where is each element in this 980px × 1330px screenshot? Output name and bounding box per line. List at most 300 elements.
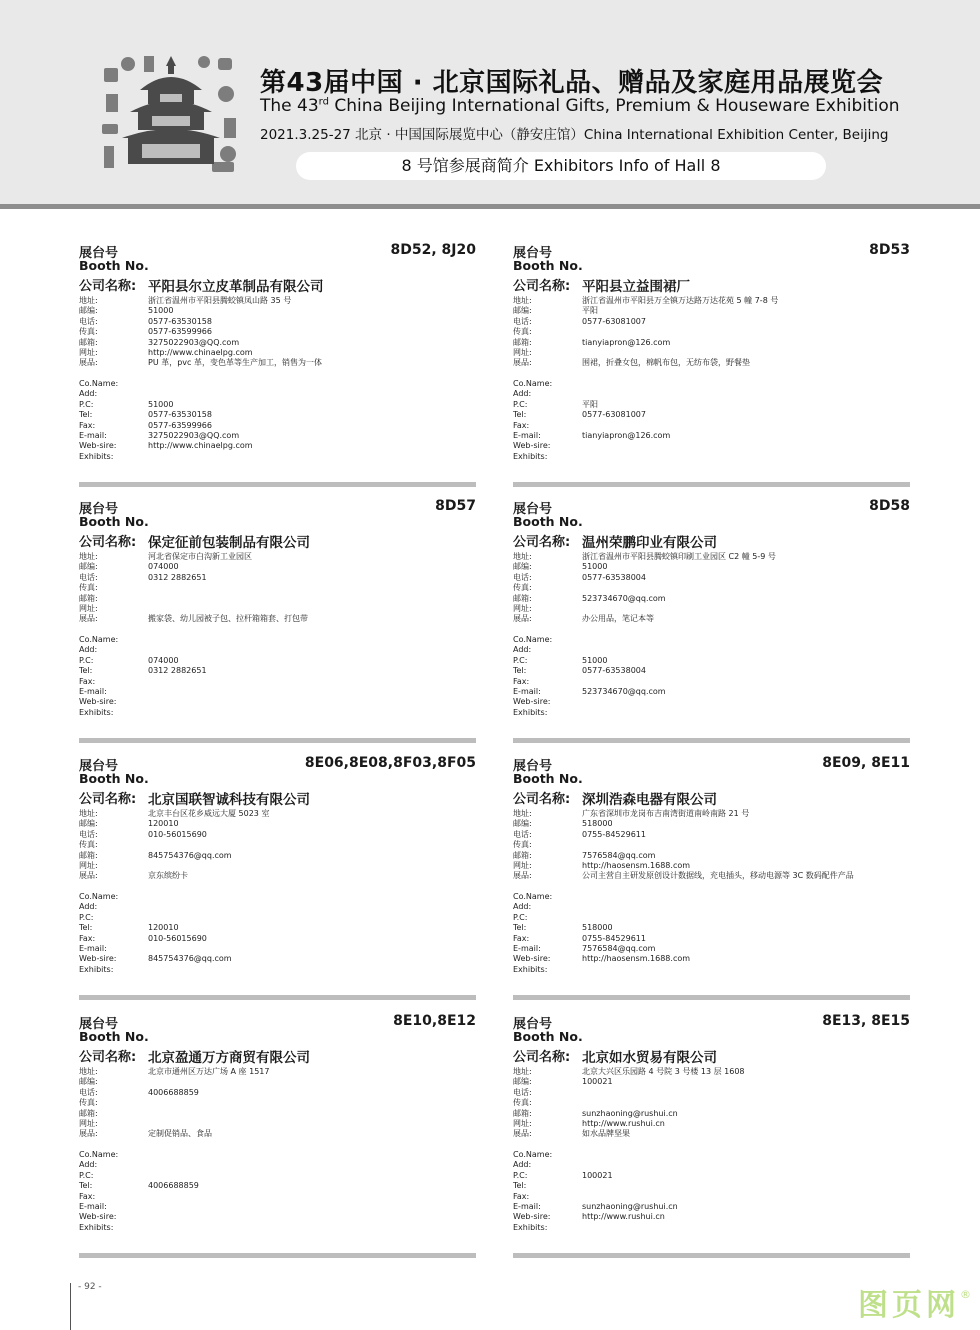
field-value: 搬家袋、幼儿园被子包、拉杆箱箱套、打包带 (148, 614, 308, 624)
field-value: 0577-63538004 (582, 666, 646, 676)
field-label: Co.Name: (513, 892, 553, 901)
info-row (79, 809, 476, 819)
field-label: Web-sire: (513, 697, 551, 707)
field-value: PU 革，pvc 革，变色革等生产加工，销售为一体 (148, 358, 322, 368)
field-label: Co.Name: (79, 379, 119, 388)
field-value: 3275022903@QQ.com (148, 337, 240, 347)
field-label: 展品: (79, 614, 98, 624)
field-value: 4006688859 (148, 1087, 199, 1097)
field-value: 浙江省温州市平阳县腾蛟镇凤山路 35 号 (148, 296, 292, 305)
info-row (513, 1181, 910, 1191)
info-row (79, 892, 476, 902)
exhibitor-card (79, 755, 476, 1000)
field-label: 传真: (513, 840, 532, 850)
contact-info-en (513, 892, 910, 975)
field-label: Web-sire: (513, 1212, 551, 1222)
info-row (513, 1223, 910, 1233)
contact-info-en (79, 892, 476, 975)
field-label: 网址: (513, 1118, 532, 1128)
info-row (79, 1212, 476, 1222)
contact-info-cn (79, 1067, 476, 1140)
info-row (79, 452, 476, 462)
field-value: 120010 (148, 923, 179, 933)
field-value: 京东缤纷卡 (148, 871, 188, 881)
field-label: Tel: (79, 923, 93, 933)
info-row (513, 677, 910, 687)
company-label: 公司名称: (79, 792, 137, 807)
field-label: Co.Name: (79, 1150, 119, 1159)
field-label: Add: (79, 1160, 98, 1170)
info-row (79, 1202, 476, 1212)
info-row (513, 913, 910, 923)
field-value: 845754376@qq.com (148, 954, 232, 964)
info-row (79, 421, 476, 431)
info-row (513, 635, 910, 645)
info-row (79, 1129, 476, 1139)
info-row (513, 296, 910, 306)
info-row (513, 1150, 910, 1160)
field-value: 51000 (582, 655, 608, 665)
info-row (513, 358, 910, 368)
info-row (79, 573, 476, 583)
field-label: Tel: (79, 1181, 93, 1191)
field-label: Exhibits: (513, 1222, 548, 1232)
info-row (79, 327, 476, 337)
field-label: 邮编: (79, 562, 98, 572)
field-value: sunzhaoning@rushui.cn (582, 1108, 678, 1118)
field-label: 邮箱: (513, 593, 532, 603)
info-row (513, 1088, 910, 1098)
info-row (79, 562, 476, 572)
info-row (79, 934, 476, 944)
field-label: P.C: (513, 655, 528, 665)
info-row (79, 1192, 476, 1202)
field-label: 网址: (79, 860, 98, 870)
info-row (513, 840, 910, 850)
info-row (513, 421, 910, 431)
info-row (513, 819, 910, 829)
field-label: 网址: (79, 347, 98, 357)
info-row (513, 1098, 910, 1108)
contact-info-en (513, 635, 910, 718)
field-label: Exhibits: (79, 964, 114, 974)
info-row (79, 923, 476, 933)
info-row (79, 317, 476, 327)
field-label: 展品: (79, 871, 98, 881)
card-divider (513, 1253, 910, 1258)
field-label: E-mail: (79, 1201, 107, 1211)
info-row (79, 441, 476, 451)
card-divider (79, 482, 476, 487)
info-row (513, 934, 910, 944)
exhibition-title-en: The 43rd China Beijing International Gifts, Premium & Houseware Exhibition (260, 96, 900, 116)
info-row (79, 389, 476, 399)
info-row (79, 358, 476, 368)
info-row (513, 1171, 910, 1181)
field-label: 邮箱: (79, 850, 98, 860)
field-value: http://www.chinaelpg.com (148, 347, 253, 357)
field-value: 518000 (582, 819, 613, 829)
field-label: P.C: (513, 1170, 528, 1180)
booth-number: 8D52, 8J20 (390, 242, 476, 258)
info-row (79, 902, 476, 912)
page-header (0, 0, 980, 204)
info-row (513, 338, 910, 348)
field-value: 0577-63599966 (148, 327, 212, 337)
field-label: 电话: (79, 572, 98, 582)
field-label: Exhibits: (513, 451, 548, 461)
field-label: 网址: (79, 603, 98, 613)
field-label: 网址: (513, 860, 532, 870)
field-label: Web-sire: (79, 697, 117, 707)
field-label: 邮编: (513, 819, 532, 829)
info-row (79, 1088, 476, 1098)
field-value: 0577-63081007 (582, 316, 646, 326)
booth-label-en: Booth No. (513, 514, 583, 529)
company-label: 公司名称: (513, 279, 571, 294)
field-label: Tel: (79, 410, 93, 420)
field-value: http://www.rushui.cn (582, 1212, 665, 1222)
info-row (79, 1067, 476, 1077)
booth-label-cn: 展台号 (79, 1017, 119, 1032)
booth-number: 8E13, 8E15 (822, 1013, 910, 1029)
card-divider (513, 995, 910, 1000)
company-label: 公司名称: (79, 1050, 137, 1065)
field-label: E-mail: (513, 430, 541, 440)
exhibitor-card (513, 242, 910, 487)
info-row (79, 594, 476, 604)
booth-label-en: Booth No. (513, 258, 583, 273)
field-label: Exhibits: (79, 451, 114, 461)
field-label: Web-sire: (513, 954, 551, 964)
contact-info-cn (513, 1067, 910, 1140)
field-value: 北京丰台区花乡威远大厦 5023 室 (148, 809, 270, 818)
info-row (79, 635, 476, 645)
field-label: Fax: (513, 933, 530, 943)
field-value: 办公用品，笔记本等 (582, 614, 654, 624)
booth-label-en: Booth No. (79, 1029, 149, 1044)
info-row (79, 348, 476, 358)
field-label: 邮编: (79, 1077, 98, 1087)
info-row (513, 871, 910, 881)
contact-info-en (513, 379, 910, 462)
info-row (79, 1150, 476, 1160)
company-name: 北京国联智诚科技有限公司 (148, 792, 310, 808)
exhibition-logo (100, 50, 242, 176)
info-row (79, 614, 476, 624)
info-row (79, 944, 476, 954)
exhibitor-card (513, 498, 910, 743)
field-label: Exhibits: (79, 1222, 114, 1232)
info-row (513, 441, 910, 451)
field-value: 51000 (582, 562, 608, 572)
field-label: 电话: (513, 1087, 532, 1097)
exhibitor-card (79, 1013, 476, 1258)
field-label: 邮箱: (513, 1108, 532, 1118)
info-row (79, 338, 476, 348)
info-row (513, 944, 910, 954)
field-label: 展品: (513, 1129, 532, 1139)
info-row (513, 1160, 910, 1170)
field-label: Add: (513, 389, 532, 399)
info-row (513, 1067, 910, 1077)
company-label: 公司名称: (513, 535, 571, 550)
info-row (513, 604, 910, 614)
info-row (79, 379, 476, 389)
info-row (79, 666, 476, 676)
field-label: 邮箱: (79, 1108, 98, 1118)
card-divider (79, 995, 476, 1000)
field-value: 公司主营自主研发原创设计数据线，充电插头，移动电源等 3C 数码配件产品 (582, 871, 854, 881)
field-label: E-mail: (513, 686, 541, 696)
booth-label-cn: 展台号 (513, 759, 553, 774)
field-label: E-mail: (79, 943, 107, 953)
booth-label-en: Booth No. (79, 514, 149, 529)
info-row (79, 965, 476, 975)
field-label: 传真: (79, 327, 98, 337)
info-row (513, 1212, 910, 1222)
field-label: E-mail: (79, 430, 107, 440)
booth-number: 8E06,8E08,8F03,8F05 (304, 755, 476, 771)
field-label: E-mail: (513, 943, 541, 953)
field-label: Fax: (79, 420, 96, 430)
company-name: 北京盈通万方商贸有限公司 (148, 1050, 310, 1066)
field-label: 网址: (513, 603, 532, 613)
field-value: 定制促销品、食品 (148, 1129, 212, 1139)
info-row (79, 697, 476, 707)
field-value: 北京市通州区万达广场 A 座 1517 (148, 1067, 270, 1076)
info-row (513, 452, 910, 462)
company-name: 平阳县尔立皮革制品有限公司 (148, 279, 324, 295)
field-label: Co.Name: (513, 379, 553, 388)
field-label: 传真: (79, 583, 98, 593)
booth-label-en: Booth No. (79, 771, 149, 786)
info-row (79, 1160, 476, 1170)
info-row (513, 1109, 910, 1119)
field-label: 电话: (513, 829, 532, 839)
company-name: 北京如水贸易有限公司 (582, 1050, 717, 1066)
field-label: 电话: (79, 829, 98, 839)
booth-label-cn: 展台号 (513, 1017, 553, 1032)
contact-info-en (513, 1150, 910, 1233)
field-label: Fax: (79, 1191, 96, 1201)
field-label: Web-sire: (79, 954, 117, 964)
company-name: 深圳浩森电器有限公司 (582, 792, 717, 808)
info-row (513, 687, 910, 697)
field-value: 0755-84529611 (582, 829, 646, 839)
field-label: Fax: (513, 1191, 530, 1201)
contact-info-cn (79, 809, 476, 882)
info-row (513, 954, 910, 964)
field-label: E-mail: (79, 686, 107, 696)
field-value: 0577-63081007 (582, 410, 646, 420)
field-label: 地址: (79, 296, 98, 305)
info-row (513, 410, 910, 420)
info-row (79, 1077, 476, 1087)
field-value: 3275022903@QQ.com (148, 430, 240, 440)
field-value: 平阳 (582, 306, 598, 316)
field-label: 地址: (513, 552, 532, 561)
field-label: P.C: (513, 399, 528, 409)
card-divider (513, 738, 910, 743)
field-value: 平阳 (582, 399, 598, 409)
exhibitor-card (513, 755, 910, 1000)
booth-label-en: Booth No. (513, 771, 583, 786)
field-label: Co.Name: (79, 635, 119, 644)
field-label: 邮编: (79, 306, 98, 316)
field-label: 传真: (79, 1098, 98, 1108)
field-label: 电话: (79, 316, 98, 326)
field-label: 展品: (513, 358, 532, 368)
field-value: 0577-63599966 (148, 420, 212, 430)
field-value: http://haosensm.1688.com (582, 954, 691, 964)
info-row (79, 840, 476, 850)
info-row (513, 306, 910, 316)
field-label: 传真: (513, 1098, 532, 1108)
watermark: 图页网® (858, 1288, 971, 1323)
booth-number: 8E09, 8E11 (822, 755, 910, 771)
contact-info-cn (79, 552, 476, 625)
info-row (513, 552, 910, 562)
booth-label-cn: 展台号 (79, 246, 119, 261)
info-row (79, 861, 476, 871)
field-label: 传真: (513, 583, 532, 593)
info-row (513, 1192, 910, 1202)
field-value: http://www.rushui.cn (582, 1118, 665, 1128)
info-row (79, 677, 476, 687)
exhibitor-card (513, 1013, 910, 1258)
field-value: http://haosensm.1688.com (582, 860, 691, 870)
field-label: 地址: (513, 809, 532, 818)
field-label: Add: (513, 1160, 532, 1170)
field-label: Co.Name: (513, 635, 553, 644)
field-label: 电话: (513, 572, 532, 582)
field-value: 010-56015690 (148, 829, 207, 839)
info-row (79, 954, 476, 964)
field-value: 0755-84529611 (582, 933, 646, 943)
info-row (79, 687, 476, 697)
field-label: Add: (79, 902, 98, 912)
info-row (79, 819, 476, 829)
field-value: 523734670@qq.com (582, 686, 666, 696)
field-label: E-mail: (513, 1201, 541, 1211)
field-label: 邮编: (513, 306, 532, 316)
contact-info-cn (513, 552, 910, 625)
info-row (79, 552, 476, 562)
company-name: 平阳县立益围裙厂 (582, 279, 690, 295)
info-row (513, 645, 910, 655)
booth-number: 8D57 (435, 498, 476, 514)
info-row (513, 614, 910, 624)
field-label: 邮箱: (513, 337, 532, 347)
field-value: 51000 (148, 399, 174, 409)
field-label: 电话: (79, 1087, 98, 1097)
booth-label-en: Booth No. (79, 258, 149, 273)
field-label: 传真: (513, 327, 532, 337)
field-value: 0577-63538004 (582, 572, 646, 582)
field-label: Tel: (513, 666, 527, 676)
booth-label-cn: 展台号 (79, 759, 119, 774)
field-label: 地址: (513, 296, 532, 305)
company-label: 公司名称: (513, 1050, 571, 1065)
field-value: 518000 (582, 923, 613, 933)
field-label: 网址: (79, 1118, 98, 1128)
field-label: 地址: (79, 809, 98, 818)
info-row (513, 656, 910, 666)
info-row (513, 892, 910, 902)
field-value: 浙江省温州市平阳县万全镇万达路万达花苑 5 幢 7-8 号 (582, 296, 779, 305)
contact-info-cn (513, 809, 910, 882)
info-row (79, 1181, 476, 1191)
info-row (513, 923, 910, 933)
field-label: P.C: (79, 1170, 94, 1180)
field-value: 围裙，折叠女包，棉帆布包，无纺布袋，野餐垫 (582, 358, 750, 368)
page-number: - 92 - (78, 1282, 102, 1292)
field-label: 邮编: (79, 819, 98, 829)
info-row (79, 830, 476, 840)
info-row (79, 306, 476, 316)
field-value: http://www.chinaelpg.com (148, 441, 253, 451)
field-label: 展品: (79, 358, 98, 368)
info-row (79, 583, 476, 593)
card-divider (79, 738, 476, 743)
info-row (513, 389, 910, 399)
booth-number: 8E10,8E12 (393, 1013, 476, 1029)
info-row (79, 431, 476, 441)
info-row (513, 851, 910, 861)
info-row (79, 604, 476, 614)
field-label: Exhibits: (79, 707, 114, 717)
field-label: Tel: (513, 410, 527, 420)
field-label: 邮箱: (513, 850, 532, 860)
info-row (513, 1129, 910, 1139)
info-row (513, 666, 910, 676)
info-row (79, 645, 476, 655)
contact-info-cn (79, 296, 476, 369)
field-value: sunzhaoning@rushui.cn (582, 1201, 678, 1211)
field-value: 4006688859 (148, 1181, 199, 1191)
field-label: Web-sire: (79, 1212, 117, 1222)
booth-label-en: Booth No. (513, 1029, 583, 1044)
field-value: 浙江省温州市平阳县腾蛟镇印刷工业园区 C2 幢 5-9 号 (582, 552, 776, 561)
field-label: Web-sire: (513, 441, 551, 451)
field-value: tianyiapron@126.com (582, 337, 671, 347)
field-value: 120010 (148, 819, 179, 829)
field-value: 51000 (148, 306, 174, 316)
card-divider (513, 482, 910, 487)
booth-number: 8D58 (869, 498, 910, 514)
info-row (79, 1119, 476, 1129)
field-label: Tel: (513, 923, 527, 933)
field-label: Fax: (79, 933, 96, 943)
info-row (513, 573, 910, 583)
info-row (79, 708, 476, 718)
field-value: 845754376@qq.com (148, 850, 232, 860)
info-row (513, 1077, 910, 1087)
field-label: P.C: (79, 399, 94, 409)
field-value: 0312 2882651 (148, 666, 207, 676)
field-value: 074000 (148, 655, 179, 665)
field-label: 展品: (513, 614, 532, 624)
exhibition-title-cn: 第43届中国 · 北京国际礼品、赠品及家庭用品展览会 (260, 68, 884, 98)
field-label: Web-sire: (79, 441, 117, 451)
contact-info-en (79, 635, 476, 718)
info-row (513, 1202, 910, 1212)
field-label: Exhibits: (513, 964, 548, 974)
info-row (79, 1098, 476, 1108)
field-label: Add: (513, 645, 532, 655)
info-row (79, 871, 476, 881)
